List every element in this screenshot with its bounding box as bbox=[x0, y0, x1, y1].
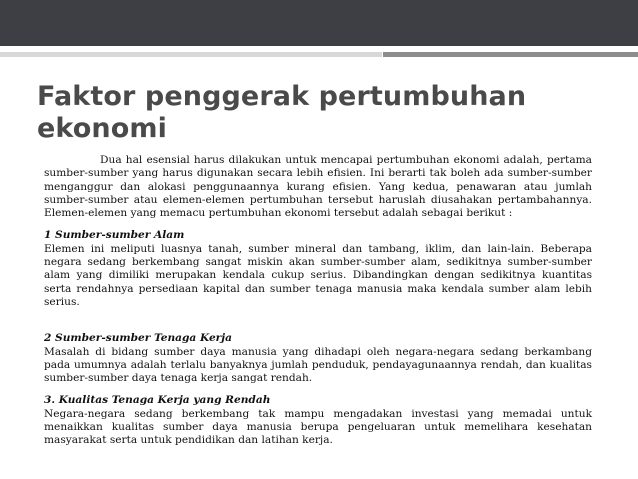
section-heading: 3. Kualitas Tenaga Kerja yang Rendah bbox=[44, 394, 271, 407]
section-heading: 1 Sumber-sumber Alam bbox=[44, 229, 185, 242]
header-accent-light bbox=[0, 52, 382, 57]
intro-text: Dua hal esensial harus dilakukan untuk mencapai pertumbuhan ekonomi adalah, pertama sumber-sumber yang harus digunakan secara lebih efisien. Ini berarti tak boleh ada sumber-sumber menganggur dan alokasi penggunaannya kurang efisien. Yang kedua, penawaran atau jumlah sumber-sumber atau elemen-elemen pertumbuhan tersebut haruslah diusahakan pertambahannya. Elemen-elemen yang memacu pertumbuhan ekonomi tersebut adalah sebagai berikut : bbox=[44, 154, 592, 220]
section-text: Elemen ini meliputi luasnya tanah, sumber mineral dan tambang, iklim, dan lain-lain. Beberapa negara sedang berkembang sangat miskin akan sumber-sumber alam, sedikitnya sumber-sumber alam yang dimiliki merupakan kendala cukup serius. Dibandingkan dengan sedikitnya kuantitas serta rendahnya persediaan kapital dan sumber tenaga manusia maka kendala sumber alam lebih serius. bbox=[44, 242, 592, 308]
slide-body bbox=[44, 154, 592, 448]
intro-paragraph bbox=[44, 154, 592, 220]
section-heading: 2 Sumber-sumber Tenaga Kerja bbox=[44, 332, 232, 345]
slide-title: Faktor penggerak pertumbuhan ekonomi bbox=[37, 81, 527, 144]
header-accent-dark bbox=[383, 52, 638, 57]
section-text: Masalah di bidang sumber daya manusia yang dihadapi oleh negara-negara sedang berkambang pada umumnya adalah terlalu banyaknya jumlah penduduk, pendayagunaannya rendah, dan kualitas sumber-sumber daya tenaga kerja sangat rendah. bbox=[44, 345, 592, 385]
section-text: Negara-negara sedang berkembang tak mampu mengadakan investasi yang memadai untuk menaikkan kualitas sumber daya manusia berupa pengeluaran untuk memelihara kesehatan masyarakat serta untuk pendidikan dan latihan kerja. bbox=[44, 407, 592, 447]
header-band bbox=[0, 0, 638, 46]
